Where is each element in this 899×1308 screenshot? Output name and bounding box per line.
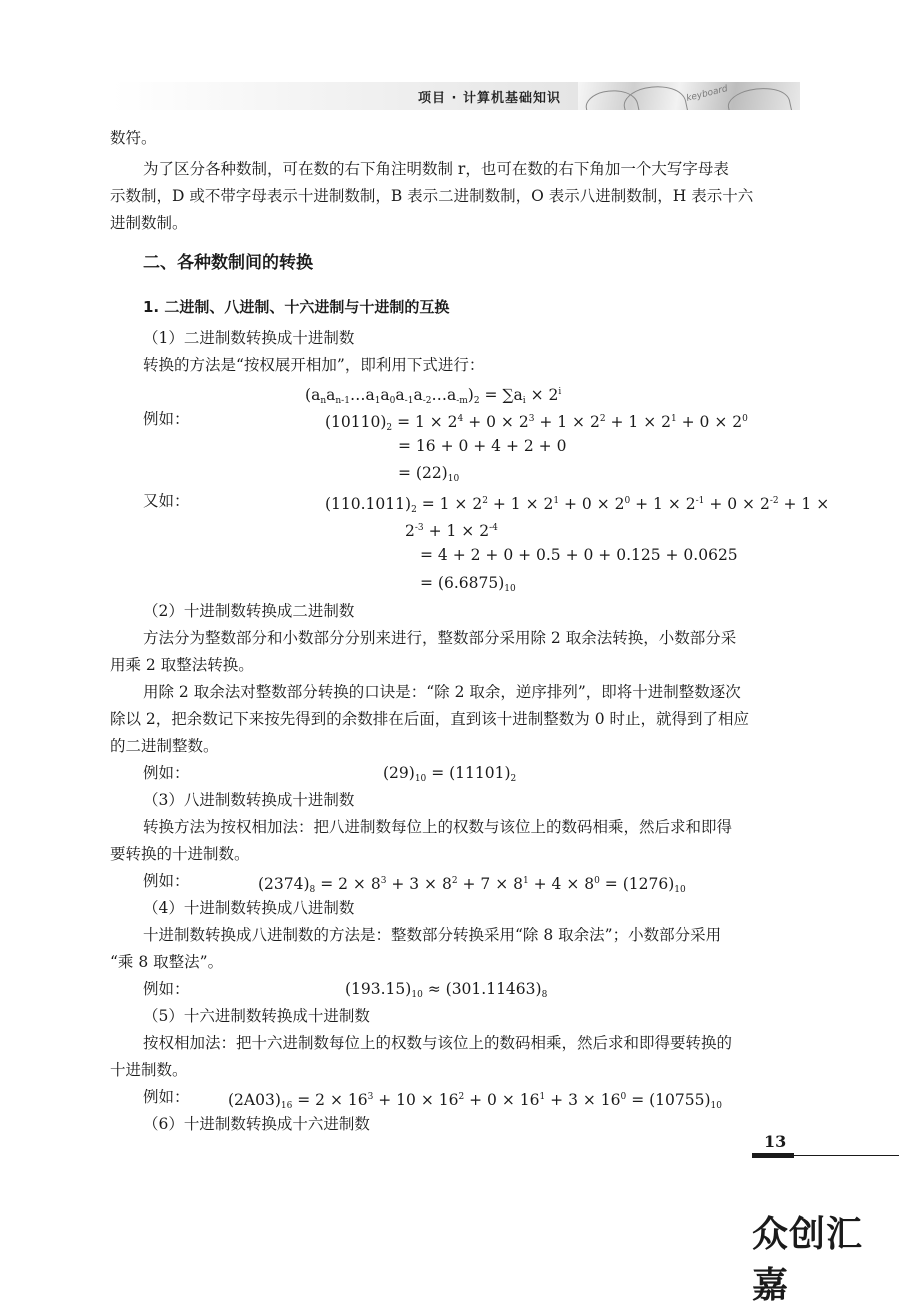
section-heading: 二、各种数制间的转换 [143,253,313,273]
page-number: 13 [764,1132,787,1151]
text-line: （4）十进制数转换成八进制数 [143,899,355,917]
text-line: 转换的方法是“按权展开相加”，即利用下式进行： [143,356,485,374]
example-label: 又如： [143,492,190,510]
text-line: （5）十六进制数转换成十进制数 [143,1007,370,1025]
header-keyboard-image [578,82,800,110]
header-art-word: keyboard [685,84,729,104]
example-label: 例如： [143,410,190,428]
formula-ex1-line2: = 16 + 0 + 4 + 2 + 0 [398,437,567,455]
text-line: （6）十进制数转换成十六进制数 [143,1115,370,1133]
text-line: 用乘 2 取整法转换。 [110,656,254,674]
watermark-text: 众创汇嘉 [752,1214,864,1306]
text-line: 转换方法为按权相加法：把八进制数每位上的权数与该位上的数码相乘，然后求和即得 [143,818,733,836]
running-header: 项目 · 计算机基础知识 [418,91,561,106]
formula-ex2-line2: $2^{-3} + 1 \times 2^{-4}$ [405,522,498,540]
formula-ex5: $(193.15)_{10} \approx (301.11463)_8$ [345,980,548,1000]
text-line: （3）八进制数转换成十进制数 [143,791,355,809]
text-line: 的二进制整数。 [110,737,219,755]
text-line: 十进制数转换成八进制数的方法是：整数部分转换采用“除 8 取余法”；小数部分采用 [143,926,722,944]
text-line: 十进制数。 [110,1061,188,1079]
page-rule [752,1153,794,1158]
formula-ex1-line1: $(10110)_2 = 1 \times 2^4 + 0 \times 2^3 + 1 \times 2^2 + 1 \times 2^1 + 0 \times 2^0$ [325,413,748,433]
example-label: 例如： [143,980,190,998]
formula-ex3: $(29)_{10} = (11101)_2$ [383,764,517,784]
text-line: 要转换的十进制数。 [110,845,250,863]
text-line: 示数制，D 或不带字母表示十进制数制，B 表示二进制数制，O 表示八进制数制，H 表示十六 [110,187,754,205]
formula-ex4: $(2374)_8 = 2 \times 8^3 + 3 \times 8^2 + 7 \times 8^1 + 4 \times 8^0 = (1276)_{10}$ [258,875,686,895]
text-line: 进制数制。 [110,214,188,232]
formula-ex6: $(2A03)_{16} = 2 \times 16^3 + 10 \times 16^2 + 0 \times 16^1 + 3 \times 16^0 = (10755)_{10}$ [228,1091,722,1111]
formula-ex1-line3: = $(22)_{10}$ [398,464,460,484]
text-line: “乘 8 取整法”。 [110,953,224,971]
text-line: （2）十进制数转换成二进制数 [143,602,355,620]
text-line: 除以 2，把余数记下来按先得到的余数排在后面，直到该十进制整数为 0 时止，就得到了相应 [110,710,750,728]
example-label: 例如： [143,764,190,782]
text-line: 数符。 [110,129,157,147]
text-line: （1）二进制数转换成十进制数 [143,329,355,347]
formula-ex2-line4: = $(6.6875)_{10}$ [420,574,516,594]
example-label: 例如： [143,1088,190,1106]
text-line: 方法分为整数部分和小数部分分别来进行，整数部分采用除 2 取余法转换，小数部分采 [143,629,737,647]
subsection-heading: 1. 二进制、八进制、十六进制与十进制的互换 [143,298,450,316]
example-label: 例如： [143,872,190,890]
formula-general: $(a_na_{n-1}\dots a_1a_0a_{-1}a_{-2}\dots a_{-m})_2 = \sum a_i \times 2^i$ [305,386,562,406]
text-line: 按权相加法：把十六进制数每位上的权数与该位上的数码相乘，然后求和即得要转换的 [143,1034,733,1052]
text-line: 为了区分各种数制，可在数的右下角注明数制 r，也可在数的右下角加一个大写字母表 [143,160,729,178]
page-rule-thin [794,1155,899,1156]
formula-ex2-line3: = 4 + 2 + 0 + 0.5 + 0 + 0.125 + 0.0625 [420,546,738,564]
text-line: 用除 2 取余法对整数部分转换的口诀是：“除 2 取余，逆序排列”，即将十进制整数逐次 [143,683,741,701]
formula-ex2-line1: $(110.1011)_2 = 1 \times 2^2 + 1 \times 2^1 + 0 \times 2^0 + 1 \times 2^{-1} + 0 \times 2^{-2} + 1$ × [325,495,830,515]
